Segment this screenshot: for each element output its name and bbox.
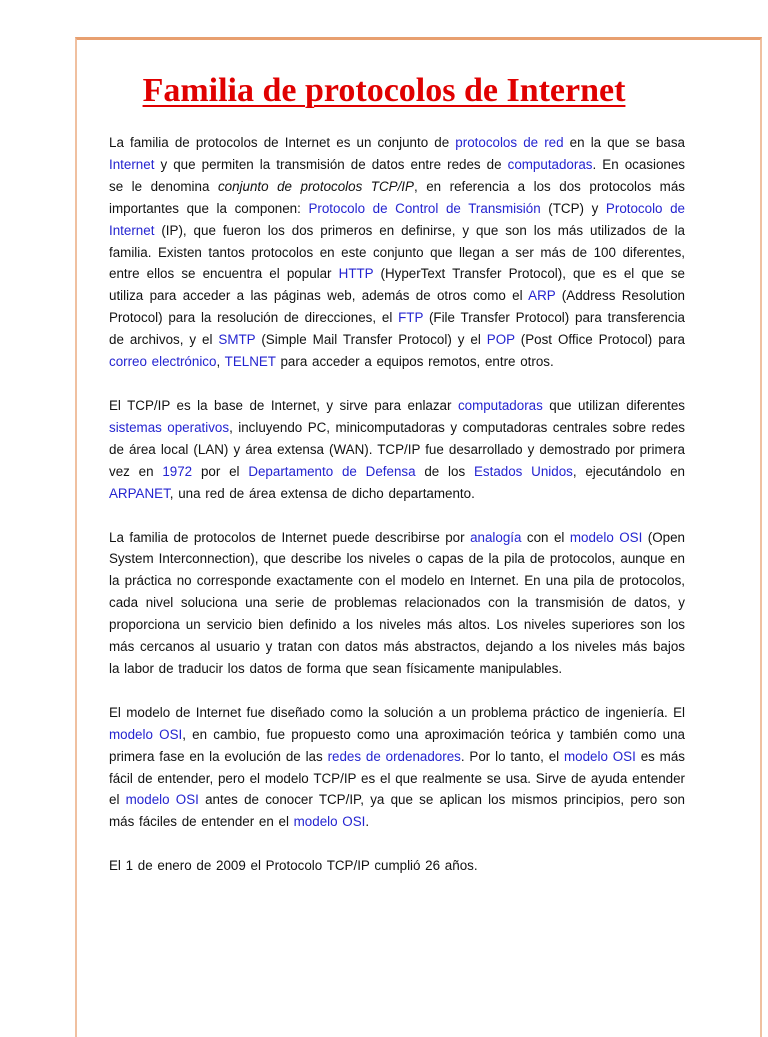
text-run: , una red de área extensa de dicho departamento. bbox=[169, 485, 475, 501]
text-run: para acceder a equipos remotos, entre otros. bbox=[275, 354, 554, 370]
hyperlink[interactable]: modelo OSI bbox=[293, 814, 366, 830]
text-run: , ejecutándolo en bbox=[572, 463, 685, 479]
text-run: (Post Office Protocol) para bbox=[514, 332, 685, 348]
page-title: Familia de protocolos de Internet bbox=[142, 72, 626, 109]
hyperlink[interactable]: HTTP bbox=[338, 266, 374, 282]
paragraph-3 bbox=[109, 527, 685, 680]
paragraph-2 bbox=[109, 395, 685, 505]
hyperlink[interactable]: modelo OSI bbox=[109, 726, 183, 742]
hyperlink[interactable]: redes de ordenadores bbox=[327, 748, 461, 764]
hyperlink[interactable]: Protocolo de Internet bbox=[109, 200, 686, 238]
text-run: antes de conocer TCP/IP, ya que se aplican los mismos principios, pero son más fáciles de entender en el bbox=[109, 792, 685, 830]
text-run: y que permiten la transmisión de datos entre redes de bbox=[154, 156, 508, 172]
text-run: (File Transfer Protocol) para transferencia de archivos, y el bbox=[109, 310, 686, 348]
text-run: (HyperText Transfer Protocol), que es el que se utiliza para acceder a las páginas web, además de otros como el bbox=[109, 266, 685, 304]
hyperlink[interactable]: 1972 bbox=[162, 463, 193, 479]
hyperlink[interactable]: ARPANET bbox=[109, 485, 170, 501]
text-run: El modelo de Internet fue diseñado como la solución a un problema práctico de ingeniería. El bbox=[109, 704, 685, 720]
text-run: (Address Resolution Protocol) para la resolución de direcciones, el bbox=[109, 288, 685, 326]
paragraph-5 bbox=[109, 855, 685, 877]
hyperlink[interactable]: modelo OSI bbox=[564, 748, 636, 764]
text-run: por el bbox=[192, 463, 249, 479]
hyperlink[interactable]: computadoras bbox=[457, 397, 543, 413]
text-run: . bbox=[365, 814, 370, 830]
text-run: , en cambio, fue propuesto como una aproximación teórica y también como una primera fase en la evolución de las bbox=[109, 726, 685, 764]
text-run: . Por lo tanto, el bbox=[460, 748, 564, 764]
document-body bbox=[109, 132, 685, 899]
paragraph-1 bbox=[109, 132, 685, 373]
text-run: (IP), que fueron los dos primeros en definirse, y que son los más utilizados de la familia. Existen tantos protocolos en este conjunto que llegan a ser más de 100 diferentes, entre ellos se encuentra el popular bbox=[109, 222, 685, 282]
hyperlink[interactable]: modelo OSI bbox=[569, 529, 643, 545]
text-run: (Open System Interconnection), que describe los niveles o capas de la pila de protocolos, aunque en la práctica no corresponde exactamente con el modelo en Internet. En una pila de protocolos, cada nivel soluciona una serie de problemas relacionados con la transmisión de datos, y proporciona un servicio bien definido a los niveles más altos. Los niveles superiores son los más cercanos al usuario y tratan con datos más abstractos, dejando a los niveles más bajos la labor de traducir los datos de forma que sean físicamente manipulables. bbox=[109, 529, 685, 676]
text-run: La familia de protocolos de Internet es un conjunto de bbox=[109, 135, 456, 150]
text-run: El 1 de enero de 2009 el Protocolo TCP/IP cumplió 26 años. bbox=[109, 858, 478, 874]
hyperlink[interactable]: Internet bbox=[109, 156, 155, 172]
text-run: (TCP) y bbox=[540, 200, 606, 216]
paragraph-4 bbox=[109, 702, 685, 833]
hyperlink[interactable]: analogía bbox=[470, 529, 522, 545]
hyperlink[interactable]: POP bbox=[486, 332, 515, 348]
hyperlink[interactable]: SMTP bbox=[218, 332, 256, 348]
text-run: , incluyendo PC, minicomputadoras y computadoras centrales sobre redes de área local (LAN) y área extensa (WAN). TCP/IP fue desarrollado y demostrado por primera vez en bbox=[109, 419, 685, 479]
text-run: que utilizan diferentes bbox=[542, 397, 686, 413]
text-run: en la que se basa bbox=[563, 135, 685, 150]
emphasized-text: conjunto de protocolos TCP/IP bbox=[217, 178, 414, 194]
text-run: es más fácil de entender, pero el modelo TCP/IP es el que realmente se usa. Sirve de ayuda entender el bbox=[109, 748, 685, 808]
hyperlink[interactable]: Estados Unidos bbox=[473, 463, 573, 479]
hyperlink[interactable]: correo electrónico bbox=[109, 354, 217, 370]
text-run: con el bbox=[521, 529, 570, 545]
text-run: , bbox=[216, 354, 225, 370]
text-run: (Simple Mail Transfer Protocol) y el bbox=[255, 332, 487, 348]
text-run: La familia de protocolos de Internet puede describirse por bbox=[109, 529, 471, 545]
hyperlink[interactable]: FTP bbox=[398, 310, 424, 326]
hyperlink[interactable]: ARP bbox=[528, 288, 556, 304]
hyperlink[interactable]: modelo OSI bbox=[125, 792, 199, 808]
hyperlink[interactable]: Departamento de Defensa bbox=[248, 463, 416, 479]
hyperlink[interactable]: Protocolo de Control de Transmisión bbox=[308, 200, 541, 216]
text-run: , en referencia a los dos protocolos más importantes que la componen: bbox=[109, 178, 685, 216]
hyperlink[interactable]: protocolos de red bbox=[455, 135, 564, 150]
hyperlink[interactable]: sistemas operativos bbox=[109, 419, 230, 435]
text-run: de los bbox=[415, 463, 474, 479]
text-run: El TCP/IP es la base de Internet, y sirve para enlazar bbox=[109, 397, 458, 413]
text-run: . En ocasiones se le denomina bbox=[109, 156, 685, 194]
hyperlink[interactable]: computadoras bbox=[507, 156, 593, 172]
hyperlink[interactable]: TELNET bbox=[224, 354, 276, 370]
